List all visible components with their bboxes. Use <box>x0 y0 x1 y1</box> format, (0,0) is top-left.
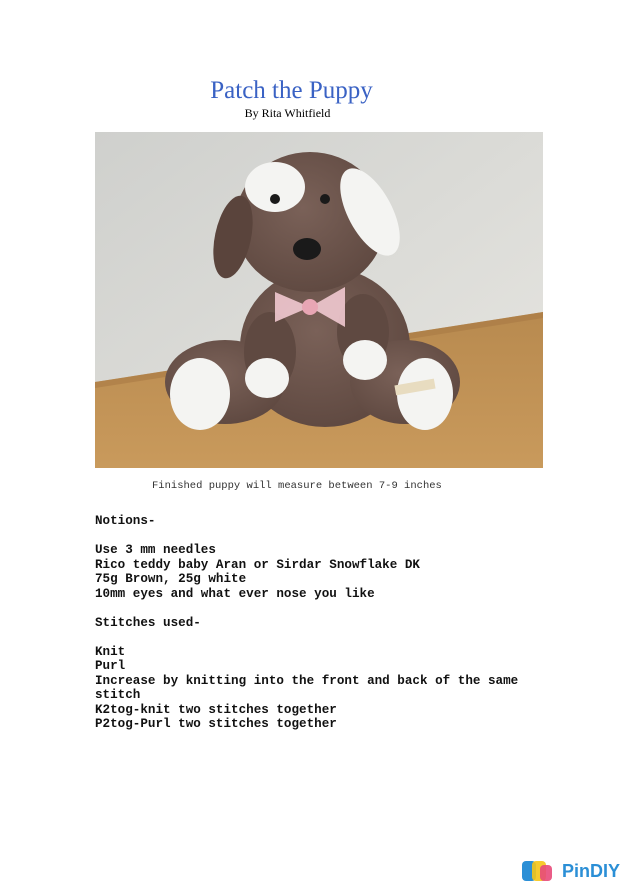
pattern-body <box>95 514 555 732</box>
pattern-title: Patch the Puppy <box>210 77 373 104</box>
puppy-photo <box>95 132 543 468</box>
stitch-item: K2tog-knit two stitches together <box>95 702 337 717</box>
stitch-item: Purl <box>95 659 126 673</box>
notion-item: Rico teddy baby Aran or Sirdar Snowflake DK <box>95 557 420 572</box>
notion-item: Use 3 mm needles <box>95 543 216 557</box>
pindiy-watermark <box>520 859 620 883</box>
stitch-item: Knit <box>95 644 126 659</box>
stitch-item: P2tog-Purl two stitches together <box>95 717 337 731</box>
pindiy-logo-icon <box>520 859 556 883</box>
pindiy-brand-text: PinDIY <box>561 860 620 881</box>
stitch-item: Increase by knitting into the front and back of the same stitch <box>95 673 526 702</box>
author-byline: By Rita Whitfield <box>244 106 331 120</box>
stitches-heading: Stitches used- <box>95 615 201 630</box>
notion-item: 75g Brown, 25g white <box>95 572 247 586</box>
notion-item: 10mm eyes and what ever nose you like <box>95 586 375 601</box>
photo-caption: Finished puppy will measure between 7-9 inches <box>152 480 442 492</box>
notions-heading: Notions- <box>95 514 156 528</box>
